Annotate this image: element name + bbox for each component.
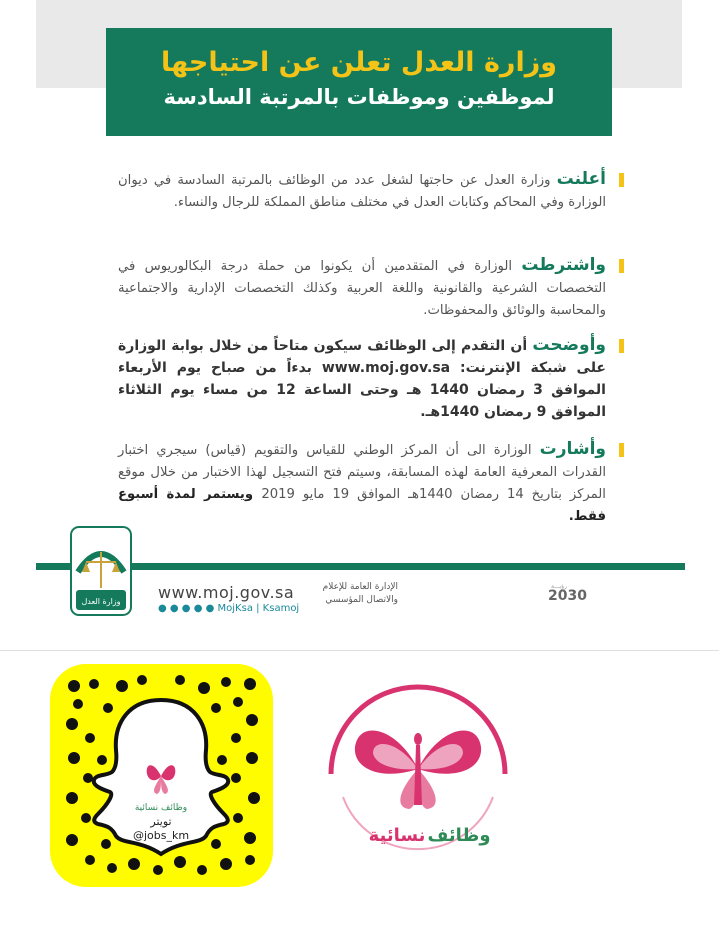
bullet-bar [619, 173, 624, 187]
header-banner [106, 28, 612, 136]
section-divider [0, 650, 719, 651]
paragraph-clarified [118, 334, 606, 423]
bullet-bar [619, 443, 624, 457]
department-line-2: والاتصال المؤسسي [325, 595, 398, 605]
bullet-bar [619, 339, 624, 353]
header-subtitle: لموظفين وموظفات بالمرتبة السادسة [163, 85, 555, 109]
paragraph-text: الوزارة الى أن المركز الوطني للقياس والتقويم (قياس) سيجري اختبار القدرات المعرفية العامة لهذه المسابقة، وسيتم فتح التسجيل لهذا الاختبار من خلال موقع المركز بتاريخ 14 رمضان 1440هـ الموافق 19 مايو 2019 [118, 443, 606, 502]
paragraph-conditions [118, 254, 606, 322]
paragraph-lead: وأشارت [539, 439, 606, 459]
footer-social-handles [158, 603, 299, 614]
ministry-emblem [70, 526, 132, 616]
snapcode[interactable] [50, 664, 273, 887]
vision-2030-logo: 2030 [548, 588, 587, 604]
paragraph-text: الوزارة في المتقدمين أن يكونوا من حملة درجة البكالوريوس في التخصصات الشرعية والقانونية واللغة العربية وكذلك التخصصات الإدارية والاجتماعية والمحاسبة والوثائق والمحفوظات. [118, 259, 606, 318]
snap-caption-name: تويتر [150, 815, 172, 828]
snap-caption-handle: @jobs_km [132, 829, 190, 842]
social-icons: ● ● ● ● ● [158, 603, 218, 614]
snap-logo-text: وظائف نسائية [134, 803, 188, 813]
paragraph-indicated [118, 438, 606, 528]
brand-text-green: وظائف [427, 825, 491, 846]
paragraph-text: أن التقدم إلى الوظائف سيكون متاحاً من خلال بوابة الوزارة على شبكة الإنترنت: www.moj.gov.sa بدءاً من صباح يوم الأربعاء الموافق 3 رمضان 1440 هـ وحتى الساعة 12 من مساء يوم الثلاثاء الموافق 9 رمضان 1440هـ. [118, 338, 606, 420]
bullet-bar [619, 259, 624, 273]
paragraph-announced [118, 168, 606, 214]
emblem-text: وزارة العدل [81, 597, 121, 606]
department-line-1: الإدارة العامة للإعلام [322, 582, 398, 592]
paragraph-lead: وأوضحت [532, 335, 606, 355]
brand-text-pink: نسائية [368, 825, 426, 846]
footer-url[interactable]: www.moj.gov.sa [158, 583, 295, 602]
vision-label: رؤيـــة [551, 583, 567, 590]
social-handles-text: MojKsa | Ksamoj [217, 603, 300, 614]
paragraph-highlight: ويستمر لمدة أسبوع فقط. [118, 487, 606, 524]
paragraph-text: وزارة العدل عن حاجتها لشغل عدد من الوظائف بالمرتبة السادسة في ديوان الوزارة وفي المحاكم وكتابات العدل في مختلف مناطق المملكة للرجال والنساء. [118, 173, 606, 210]
footer-green-line [36, 563, 685, 570]
header-title: وزارة العدل تعلن عن احتياجها [160, 47, 558, 78]
paragraph-lead: واشترطت [521, 255, 606, 275]
paragraph-lead: أعلنت [556, 169, 606, 189]
footer-department [306, 581, 398, 607]
brand-logo-circle [313, 669, 523, 879]
